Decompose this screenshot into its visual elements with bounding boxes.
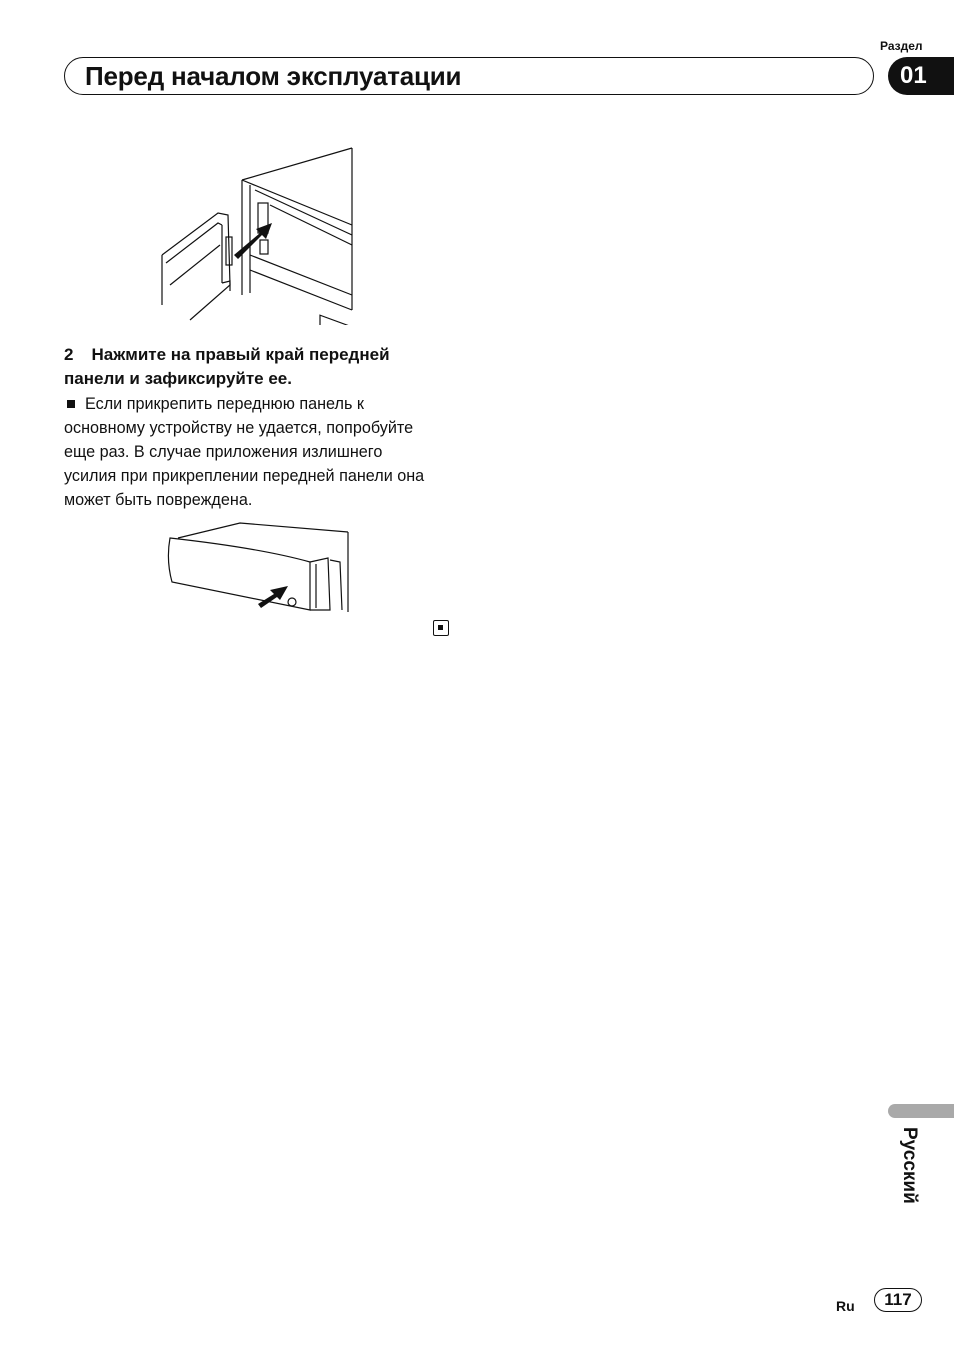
header-bar (64, 57, 874, 95)
page-number: 117 (874, 1288, 922, 1312)
section-label: Раздел (880, 39, 923, 53)
panel-outline (162, 213, 230, 320)
unit-top-edge (242, 148, 352, 180)
footer-lang-code: Ru (836, 1298, 855, 1314)
end-of-section-icon (433, 620, 449, 636)
square-bullet-icon (67, 400, 75, 408)
language-label: Русский (899, 1127, 920, 1204)
step-number: 2 (64, 345, 74, 364)
page-title: Перед началом эксплуатации (85, 61, 462, 91)
section-number-badge: 01 (888, 57, 954, 95)
press-panel-illustration (160, 520, 360, 620)
note-text: Если прикрепить переднюю панель к основному устройству не удается, попробуйте еще раз. В случае приложения излишнего усилия при прикреплении передней панели она может быть повреждена. (64, 395, 425, 509)
step-text: Нажмите на правый край передней панели и зафиксируйте ее. (64, 345, 390, 388)
language-tab (888, 1104, 954, 1118)
note-paragraph (64, 392, 436, 512)
step-heading (64, 343, 444, 391)
front-panel-attach-illustration (160, 145, 360, 325)
